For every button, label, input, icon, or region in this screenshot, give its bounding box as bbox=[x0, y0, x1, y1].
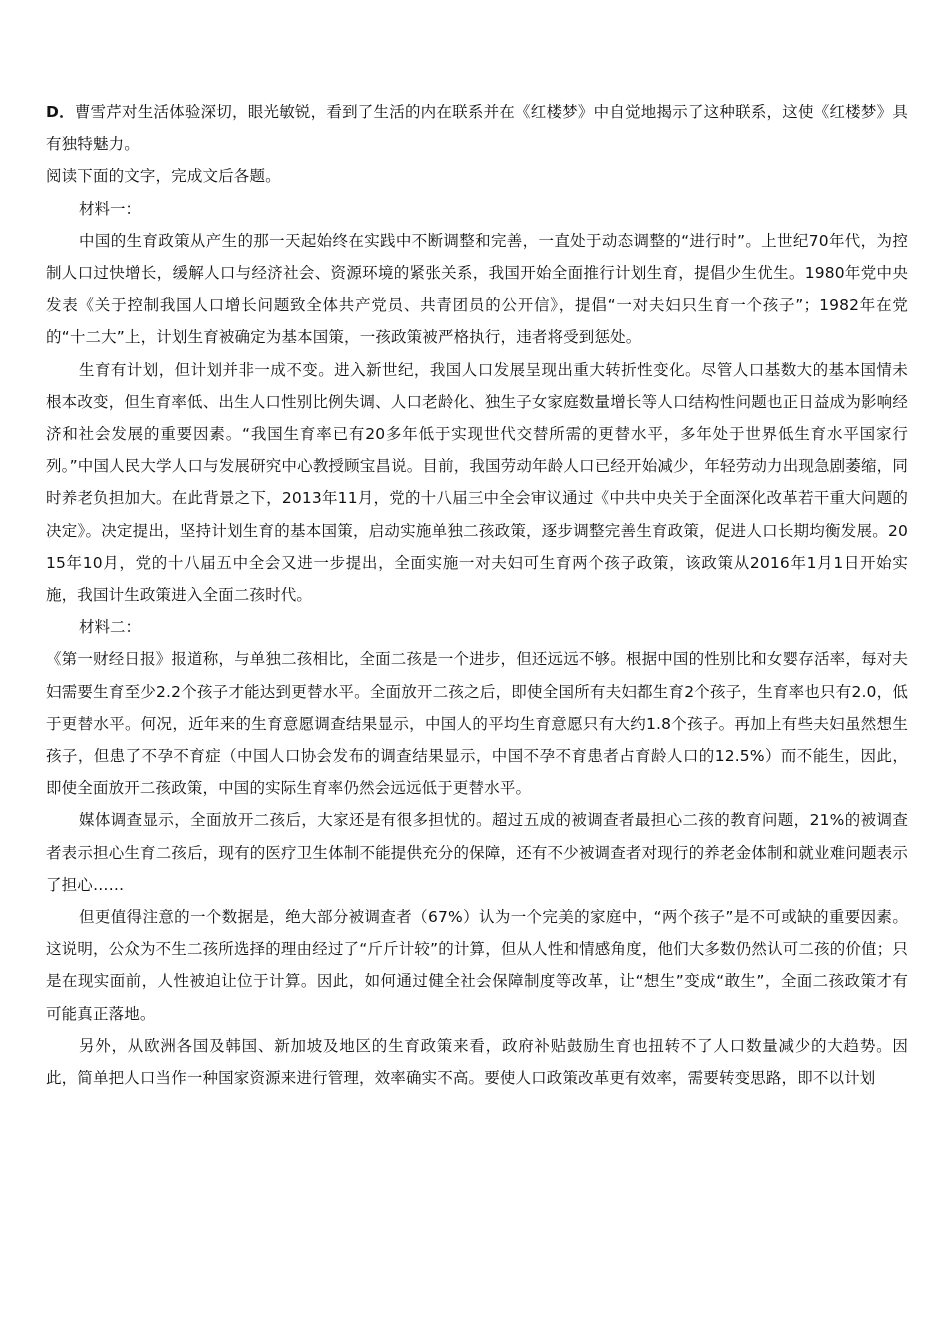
material-two-paragraph-4: 另外，从欧洲各国及韩国、新加坡及地区的生育政策来看，政府补贴鼓励生育也扭转不了人口数量减少的大趋势。因此，简单把人口当作一种国家资源来进行管理，效率确实不高。要使人口政策改革更有效率，需要转变思路，即不以计划 bbox=[46, 1036, 908, 1088]
option-d-text: 曹雪芹对生活体验深切，眼光敏锐，看到了生活的内在联系并在《红楼梦》中自觉地揭示了这种联系，这使《红楼梦》具有独特魅力。 bbox=[46, 103, 908, 154]
material-one-paragraph-1: 中国的生育政策从产生的那一天起始终在实践中不断调整和完善，一直处于动态调整的“进行时”。上世纪70年代，为控制人口过快增长，缓解人口与经济社会、资源环境的紧张关系，我国开始全面推行计划生育，提倡少生优生。1980年党中央发表《关于控制我国人口增长问题致全体共产党员、共青团员的公开信》，提倡“一对夫妇只生育一个孩子”；1982年在党的“十二大”上，计划生育被确定为基本国策，一孩政策被严格执行，违者将受到惩处。 bbox=[46, 231, 908, 347]
material-two-label: 材料二： bbox=[79, 618, 142, 637]
material-two-paragraph-3: 但更值得注意的一个数据是，绝大部分被调查者（67%）认为一个完美的家庭中，“两个孩子”是不可或缺的重要因素。这说明，公众为不生二孩所选择的理由经过了“斤斤计较”的计算，但从人性和情感角度，他们大多数仍然认可二孩的价值；只是在现实面前，人性被迫让位于计算。因此，如何通过健全社会保障制度等改革，让“想生”变成“敢生”，全面二孩政策才有可能真正落地。 bbox=[46, 908, 908, 1023]
material-two-paragraph-2: 媒体调查显示，全面放开二孩后，大家还是有很多担忧的。超过五成的被调查者最担心二孩的教育问题，21%的被调查者表示担心生育二孩后，现有的医疗卫生体制不能提供充分的保障，还有不少被调查者对现行的养老金体制和就业难问题表示了担心…… bbox=[46, 811, 908, 894]
option-d bbox=[46, 96, 908, 160]
document-page bbox=[46, 96, 908, 1094]
material-one-label: 材料一： bbox=[79, 199, 142, 218]
material-one-paragraph-2: 生育有计划，但计划并非一成不变。进入新世纪，我国人口发展呈现出重大转折性变化。尽管人口基数大的基本国情未根本改变，但生育率低、出生人口性别比例失调、人口老龄化、独生子女家庭数量增长等人口结构性问题也正日益成为影响经济和社会发展的重要因素。“我国生育率已有20多年低于实现世代交替所需的更替水平，多年处于世界低生育水平国家行列。”中国人民大学人口与发展研究中心教授顾宝昌说。目前，我国劳动年龄人口已经开始减少，年轻劳动力出现急剧萎缩，同时养老负担加大。在此背景之下，2013年11月，党的十八届三中全会审议通过《中共中央关于全面深化改革若干重大问题的决定》。决定提出，坚持计划生育的基本国策，启动实施单独二孩政策，逐步调整完善生育政策，促进人口长期均衡发展。2015年10月，党的十八届五中全会又进一步提出，全面实施一对夫妇可生育两个孩子政策，该政策从2016年1月1日开始实施，我国计生政策进入全面二孩时代。 bbox=[46, 360, 908, 605]
option-d-letter: D． bbox=[46, 103, 75, 121]
material-two-paragraph-1: 《第一财经日报》报道称，与单独二孩相比，全面二孩是一个进步，但还远远不够。根据中国的性别比和女婴存活率，每对夫妇需要生育至少2.2个孩子才能达到更替水平。全面放开二孩之后，即使全国所有夫妇都生育2个孩子，生育率也只有2.0，低于更替水平。何况，近年来的生育意愿调查结果显示，中国人的平均生育意愿只有大约1.8个孩子。再加上有些夫妇虽然想生孩子，但患了不孕不育症（中国人口协会发布的调查结果显示，中国不孕不育患者占育龄人口的12.5%）而不能生，因此，即使全面放开二孩政策，中国的实际生育率仍然会远远低于更替水平。 bbox=[46, 650, 908, 798]
reading-instruction: 阅读下面的文字，完成文后各题。 bbox=[46, 167, 281, 186]
